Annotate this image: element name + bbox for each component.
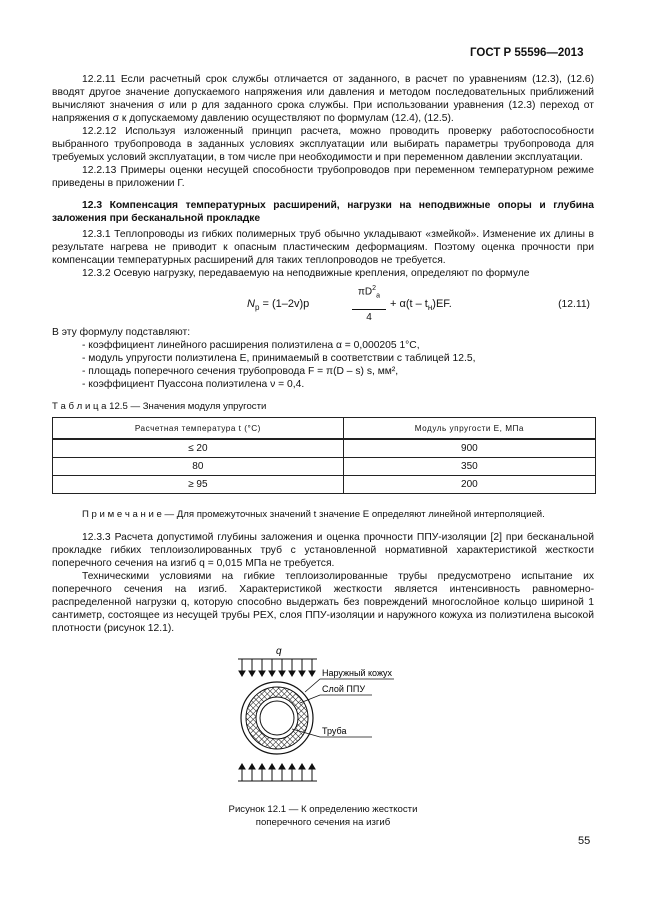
label-outer-casing: Наружный кожух bbox=[322, 668, 393, 678]
table-row bbox=[53, 476, 596, 494]
paragraph-12-3-3: 12.3.3 Расчета допустимой глубины заложения и оценка прочности ППУ-изоляции [2] при бесканальной прокладке гибких теплоизолированных труб с установленной нормативной характеристикой жесткости поперечного сечения на изгиб q = 0,015 МПа не требуется. bbox=[52, 532, 594, 569]
table-cell: 200 bbox=[343, 476, 595, 494]
elastic-modulus-table bbox=[52, 417, 596, 494]
figure-caption: Рисунок 12.1 — К определению жесткости поперечного сечения на изгиб bbox=[228, 804, 418, 828]
paragraph-12-2-11: 12.2.11 Если расчетный срок службы отличается от заданного, в расчет по уравнениям (12.3), (12.6) вводят другое значение допускаемого напряжения или давления и методом последовательных приближений вычисляют значения σ или p для заданного срока службы. При использовании уравнения (12.3) переход от напряжения σ к допускаемому давлению осуществляют по формулам (12.4), (12.5). bbox=[52, 74, 594, 124]
table-cell: 900 bbox=[343, 439, 595, 458]
label-pipe: Труба bbox=[322, 726, 347, 736]
table-header-cell: Модуль упругости E, МПа bbox=[343, 418, 595, 440]
table-cell: ≥ 95 bbox=[53, 476, 344, 494]
table-cell: 80 bbox=[53, 458, 344, 476]
table-header-row bbox=[53, 418, 596, 440]
fraction-line bbox=[352, 309, 386, 310]
section-heading-12-3: 12.3 Компенсация температурных расширений, нагрузки на неподвижные опоры и глубина заложения при бесканальной прокладке bbox=[52, 200, 594, 224]
formula-rest: + $\alpha(t - t_н)EF$. bbox=[390, 298, 452, 313]
table-header-cell: Расчетная температура t (°С) bbox=[53, 418, 344, 440]
formula-12-11 bbox=[52, 282, 594, 326]
label-ppu-layer: Слой ППУ bbox=[322, 684, 366, 694]
page-number: 55 bbox=[578, 835, 591, 847]
table-row bbox=[53, 439, 596, 458]
substitution-list bbox=[82, 339, 594, 391]
table-caption: Т а б л и ц а 12.5 — Значения модуля упругости bbox=[52, 401, 267, 412]
formula-left: $N_p = (1-2v)p$ bbox=[247, 298, 310, 313]
pipe-cross-section-diagram bbox=[52, 643, 594, 803]
list-item: - модуль упругости полиэтилена E, принимаемый в соответствии с таблицей 12.5, bbox=[82, 353, 476, 364]
list-item: - площадь поперечного сечения трубопровода F = π(D – s) s, мм², bbox=[82, 366, 399, 377]
document-header: ГОСТ Р 55596—2013 bbox=[470, 47, 584, 59]
paragraph-stiffness: Техническими условиями на гибкие теплоизолированные трубы предусмотрено испытание их поперечного сечения на изгиб. Характеристикой жесткости является интенсивность равномерно-распределенной нагрузки q, которую способно выдержать без повреждений многослойное кольцо шириной 1 сантиметр, состоящее из несущей трубы PEX, слоя ППУ-изоляции и наружного кожуха из полиэтилена высокой плотности (рисунок 12.1). bbox=[52, 571, 594, 634]
bottom-load-arrows bbox=[238, 764, 317, 781]
list-item: - коэффициент Пуассона полиэтилена ν = 0,4. bbox=[82, 379, 305, 390]
table-note: П р и м е ч а н и е — Для промежуточных значений t значение E определяют линейной интерполяцией. bbox=[82, 509, 545, 520]
table-cell: ≤ 20 bbox=[53, 439, 344, 458]
document-body bbox=[52, 73, 594, 829]
load-label-q: q bbox=[276, 646, 282, 657]
paragraph-12-2-13: 12.2.13 Примеры оценки несущей способности трубопроводов при переменном температурном режиме приведены в приложении Г. bbox=[52, 165, 594, 189]
paragraph-12-3-1: 12.3.1 Теплопроводы из гибких полимерных труб обычно укладывают «змейкой». Изменение их длины в результате нагрева не приводит к опасным пластическим деформациям. Поэтому оценка прочности при компенсации температурных расширений для таких теплопроводов не требуется. bbox=[52, 229, 594, 266]
formula-number: (12.11) bbox=[558, 299, 590, 310]
paragraph-substitution: В эту формулу подставляют: bbox=[52, 327, 191, 338]
paragraph-12-3-2: 12.3.2 Осевую нагрузку, передаваемую на неподвижные крепления, определяют по формуле bbox=[82, 268, 530, 279]
formula-numerator: $\pi D^2_a$ bbox=[358, 285, 380, 300]
top-load-arrows bbox=[238, 659, 317, 676]
list-item: - коэффициент линейного расширения полиэтилена α = 0,000205 1°С, bbox=[82, 340, 420, 351]
table-row bbox=[53, 458, 596, 476]
paragraph-12-2-12: 12.2.12 Используя изложенный принцип расчета, можно проводить проверку работоспособности выбранного трубопровода в заданных условиях эксплуатации или выбирать параметры трубопровода для требуемых условий эксплуатации, в том числе при необходимости и при переменном давлении эксплуатации. bbox=[52, 126, 594, 163]
table-cell: 350 bbox=[343, 458, 595, 476]
formula-denominator: 4 bbox=[366, 312, 372, 323]
figure-12-1 bbox=[52, 643, 594, 803]
